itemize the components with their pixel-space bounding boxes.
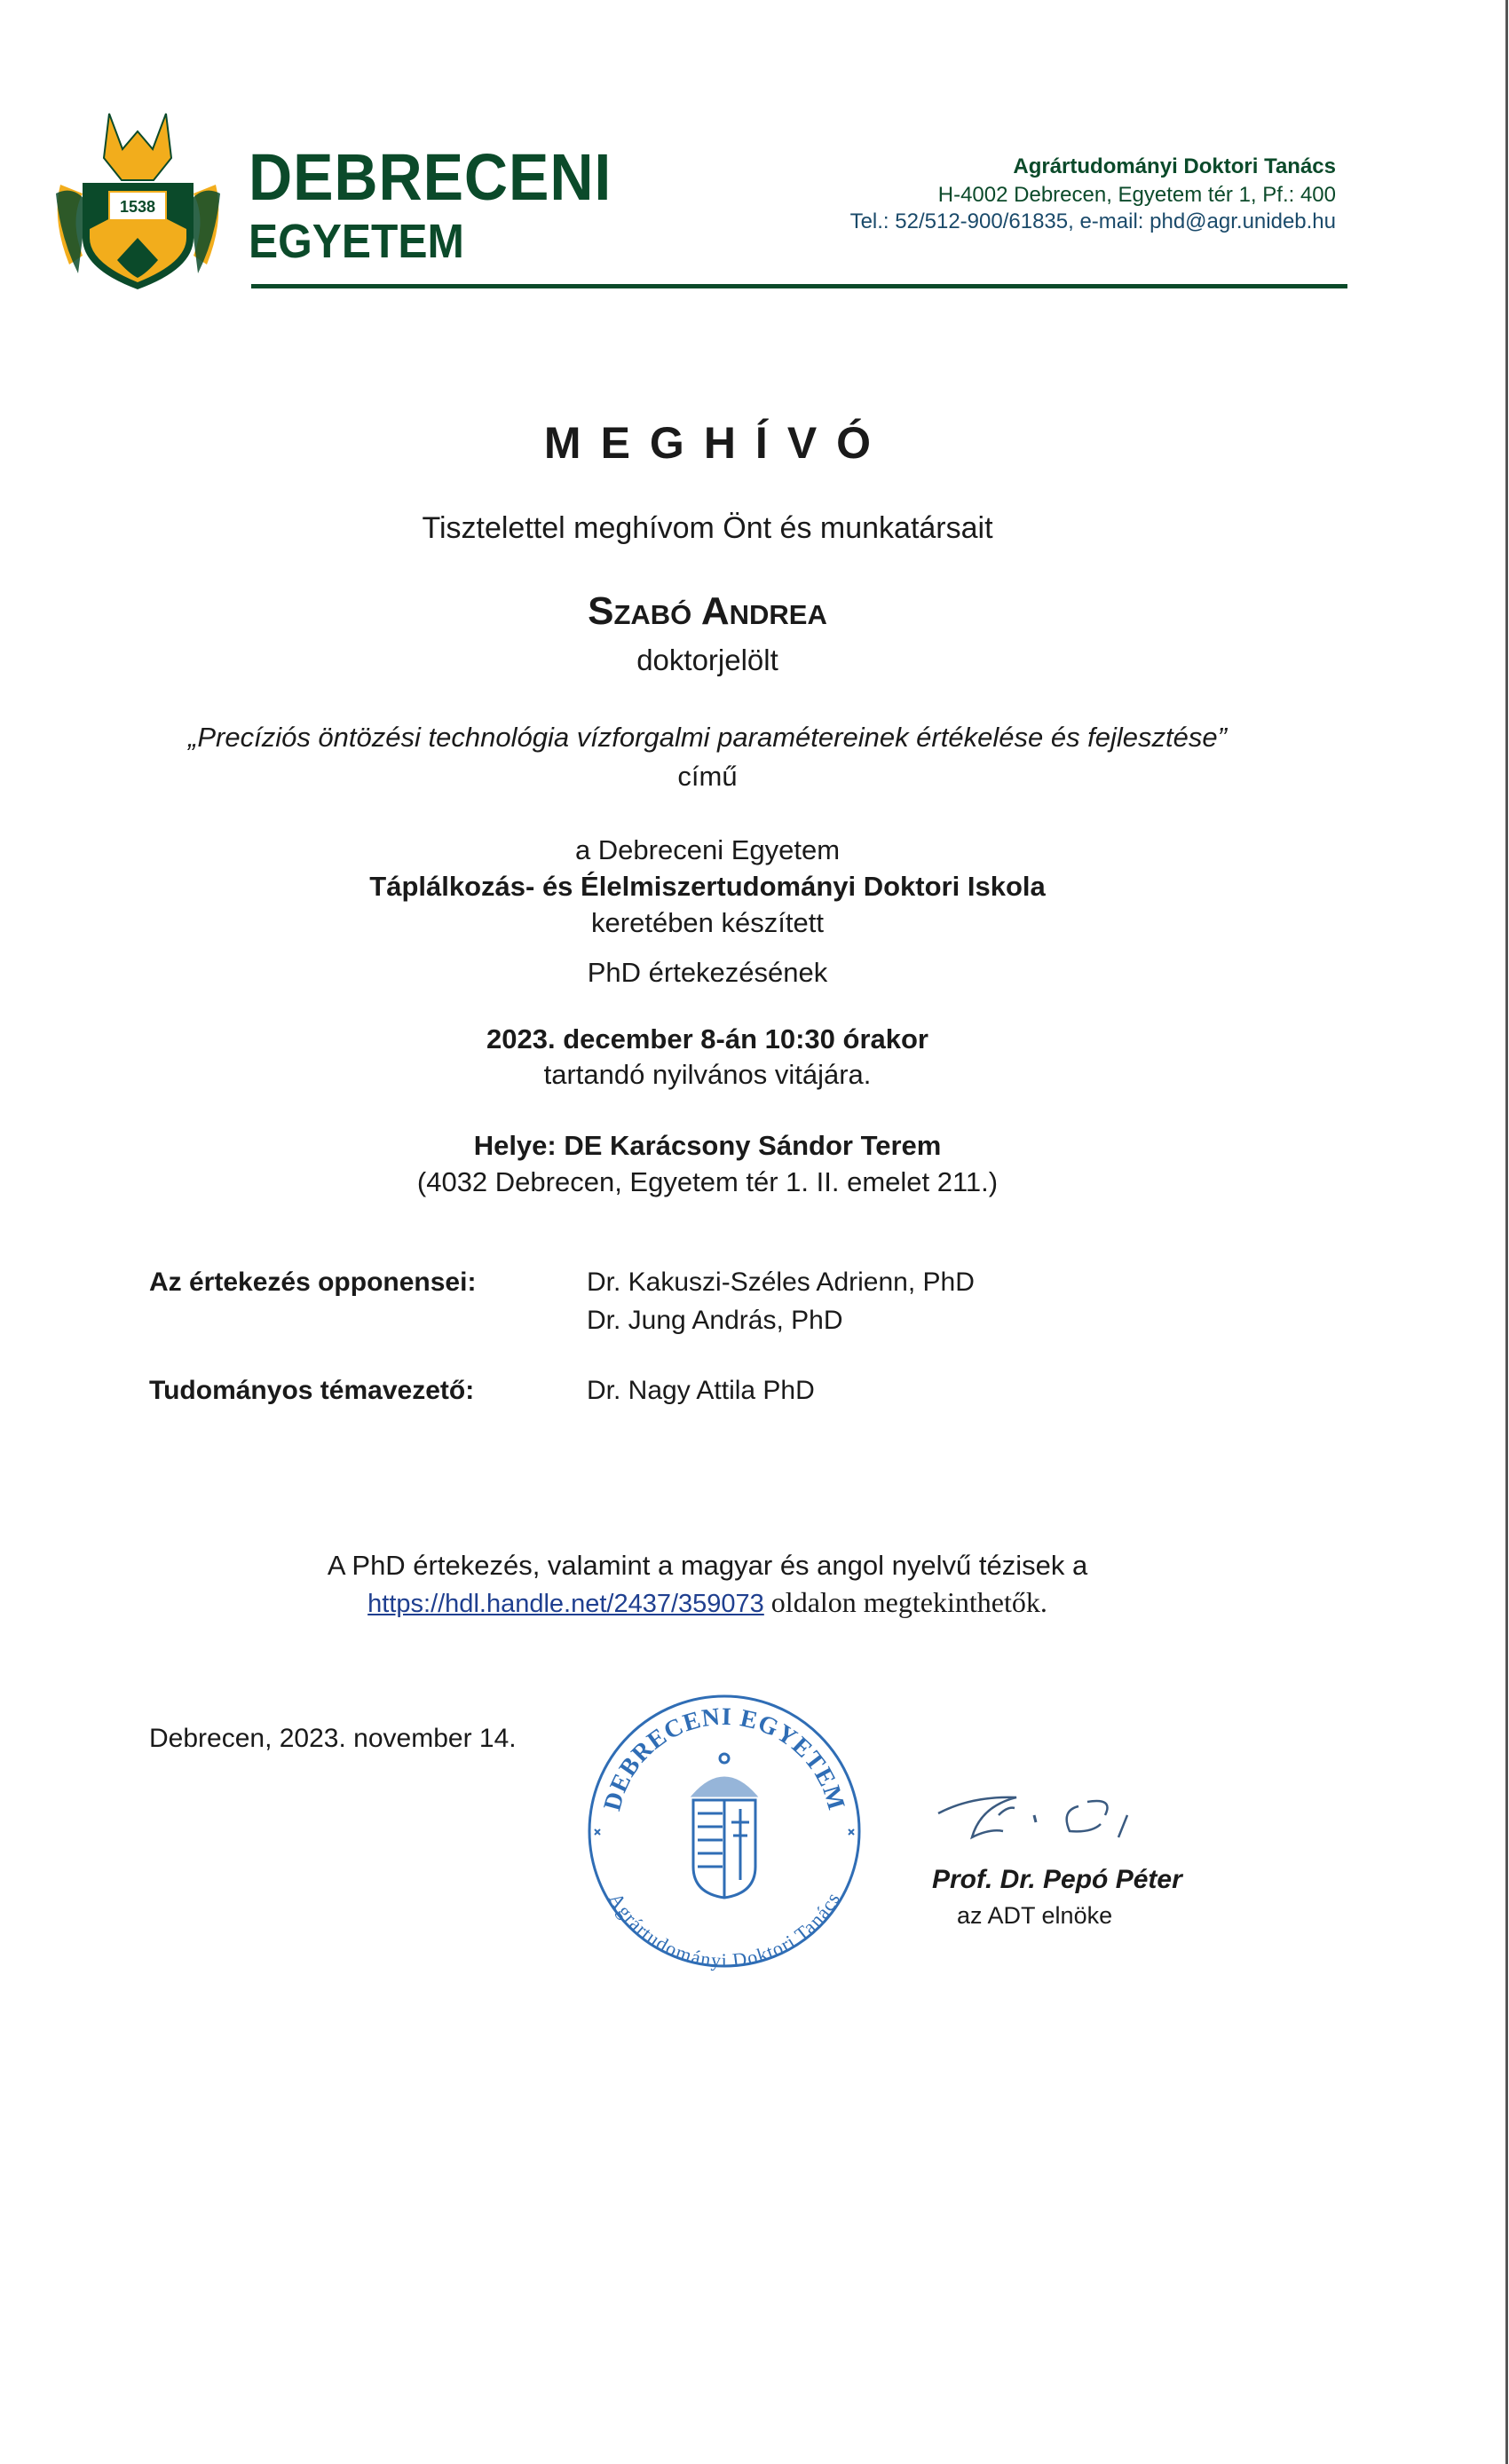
availability-line2: [0, 1584, 1415, 1622]
venue: Helye: DE Karácsony Sándor Terem: [473, 1130, 942, 1161]
scan-edge: [1505, 0, 1508, 2464]
signer-role: az ADT elnöke: [957, 1902, 1113, 1929]
brand-name-line2: EGYETEM: [249, 215, 464, 268]
candidate-role: doktorjelölt: [636, 644, 778, 676]
handwritten-signature: [936, 1789, 1150, 1851]
svg-text:DEBRECENI EGYETEM: [598, 1703, 849, 1814]
thesis-title: „Precíziós öntözési technológia vízforgalmi paramétereinek értékelése és fejlesztése”: [188, 722, 1227, 753]
university-crest-logo: [47, 105, 229, 291]
svg-text:Agrártudományi Doktori Tanács: [604, 1889, 843, 1971]
doctoral-school: Táplálkozás- és Élelmiszertudományi Doktori Iskola: [369, 871, 1046, 902]
university-line: a Debreceni Egyetem: [574, 834, 841, 865]
titled-word: című: [677, 761, 738, 792]
page-title: MEGHÍVÓ: [543, 418, 891, 468]
defense-line: tartandó nyilvános vitájára.: [543, 1059, 872, 1090]
availability-rest: oldalon megtekinthetők.: [763, 1586, 1047, 1618]
greeting: Tisztelettel meghívom Önt és munkatársait: [422, 511, 993, 545]
place-date: Debrecen, 2023. november 14.: [149, 1724, 517, 1753]
signer-name: Prof. Dr. Pepó Péter: [932, 1865, 1182, 1894]
opponent-1: Dr. Kakuszi-Széles Adrienn, PhD: [587, 1268, 975, 1297]
repository-link[interactable]: https://hdl.handle.net/2437/359073: [367, 1590, 764, 1618]
supervisor-label: Tudományos témavezető:: [149, 1376, 475, 1405]
candidate-name: Szabó Andrea: [588, 589, 827, 633]
council-name: Agrártudományi Doktori Tanács: [1013, 154, 1336, 178]
opponent-2: Dr. Jung András, PhD: [587, 1306, 843, 1335]
prepared-line: keretében készített: [591, 907, 824, 938]
brand-name-line1: DEBRECENI: [249, 140, 612, 214]
availability-line1: A PhD értekezés, valamint a magyar és angol nyelvű tézisek a: [327, 1550, 1088, 1581]
phd-line: PhD értekezésének: [587, 957, 828, 988]
stamp-bottom-text: Agrártudományi Doktori Tanács: [604, 1889, 844, 1972]
council-address: H-4002 Debrecen, Egyetem tér 1, Pf.: 400: [937, 183, 1336, 207]
opponents-label: Az értekezés opponensei:: [149, 1268, 477, 1297]
official-stamp: [582, 1689, 866, 1973]
header-divider: [251, 284, 1347, 288]
crest-year: 1538: [119, 198, 156, 216]
supervisor: Dr. Nagy Attila PhD: [587, 1376, 815, 1405]
defense-date: 2023. december 8-án 10:30 órakor: [486, 1023, 928, 1054]
hungarian-coat-of-arms-icon: [693, 1754, 755, 1898]
stamp-top-text: DEBRECENI EGYETEM: [598, 1702, 850, 1814]
venue-address: (4032 Debrecen, Egyetem tér 1. II. emelet 211.): [416, 1166, 999, 1197]
council-contact: Tel.: 52/512-900/61835, e-mail: phd@agr.unideb.hu: [849, 209, 1336, 233]
